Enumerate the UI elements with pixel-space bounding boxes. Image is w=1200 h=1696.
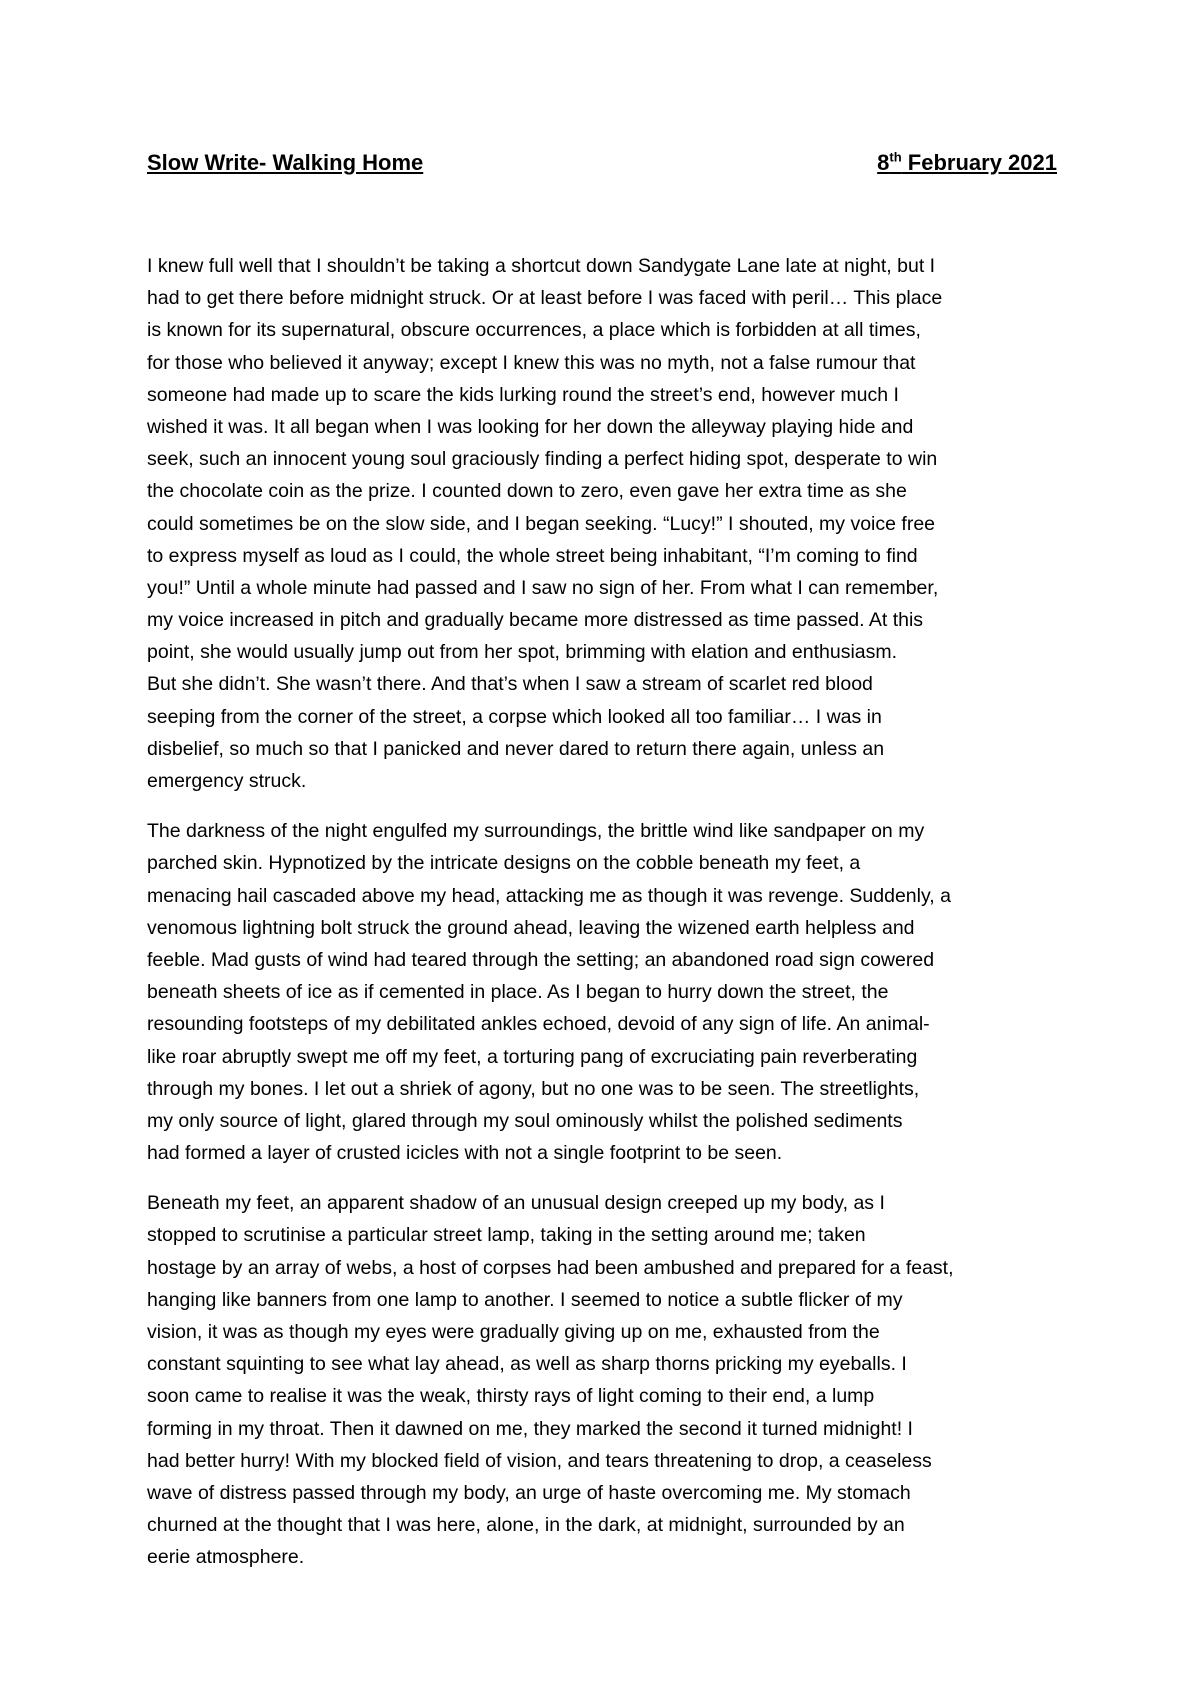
paragraph	[147, 815, 1062, 1169]
text-line: hanging like banners from one lamp to another. I seemed to notice a subtle flicker of my	[147, 1288, 903, 1311]
text-line: forming in my throat. Then it dawned on me, they marked the second it turned midnight! I	[147, 1417, 913, 1440]
text-line: feeble. Mad gusts of wind had teared through the setting; an abandoned road sign cowered	[147, 948, 935, 971]
text-line: stopped to scrutinise a particular street lamp, taking in the setting around me; taken	[147, 1224, 866, 1247]
date-month-year: February 2021	[901, 150, 1057, 175]
text-line: Beneath my feet, an apparent shadow of an unusual design creeped up my body, as I	[147, 1192, 885, 1215]
document-header	[147, 150, 1057, 186]
text-line: wave of distress passed through my body, an urge of haste overcoming me. My stomach	[147, 1481, 911, 1504]
document-title: Slow Write- Walking Home	[147, 150, 424, 175]
text-line: had to get there before midnight struck. Or at least before I was faced with peril… This place	[147, 287, 943, 310]
text-line: menacing hail cascaded above my head, attacking me as though it was revenge. Suddenly, a	[147, 884, 951, 907]
text-line: could sometimes be on the slow side, and I began seeking. “Lucy!” I shouted, my voice free	[147, 512, 936, 535]
text-line: through my bones. I let out a shriek of agony, but no one was to be seen. The streetlights,	[147, 1077, 920, 1100]
text-line: wished it was. It all began when I was looking for her down the alleyway playing hide and	[147, 415, 914, 438]
date-day: 8	[877, 150, 890, 175]
document-body	[147, 250, 1062, 1592]
text-line: is known for its supernatural, obscure occurrences, a place which is forbidden at all times,	[147, 319, 921, 342]
text-line: emergency struck.	[147, 770, 307, 792]
text-line: to express myself as loud as I could, the whole street being inhabitant, “I’m coming to find	[147, 544, 918, 567]
text-line: my voice increased in pitch and gradually became more distressed as time passed. At this	[147, 609, 924, 632]
text-line: resounding footsteps of my debilitated ankles echoed, devoid of any sign of life. An animal-	[147, 1013, 930, 1036]
text-line: had formed a layer of crusted icicles with not a single footprint to be seen.	[147, 1142, 783, 1165]
date-suffix: th	[889, 149, 902, 165]
text-line: point, she would usually jump out from her spot, brimming with elation and enthusiasm.	[147, 641, 898, 664]
text-line: beneath sheets of ice as if cemented in place. As I began to hurry down the street, the	[147, 981, 889, 1004]
text-line: I knew full well that I shouldn’t be taking a shortcut down Sandygate Lane late at night, but I	[147, 255, 936, 277]
text-line: vision, it was as though my eyes were gradually giving up on me, exhausted from the	[147, 1321, 880, 1343]
text-line: like roar abruptly swept me off my feet, a torturing pang of excruciating pain reverberating	[147, 1045, 918, 1068]
text-line: seeping from the corner of the street, a corpse which looked all too familiar… I was in	[147, 705, 882, 728]
text-line: my only source of light, glared through my soul ominously whilst the polished sediments	[147, 1109, 903, 1132]
text-line: had better hurry! With my blocked field of vision, and tears threatening to drop, a ceaseless	[147, 1449, 932, 1472]
text-line: eerie atmosphere.	[147, 1546, 305, 1569]
text-line: someone had made up to scare the kids lurking round the street’s end, however much I	[147, 383, 899, 406]
text-line: you!” Until a whole minute had passed and I saw no sign of her. From what I can remember,	[147, 576, 939, 599]
text-line: constant squinting to see what lay ahead, as well as sharp thorns pricking my eyeballs. I	[147, 1353, 907, 1376]
text-line: disbelief, so much so that I panicked and never dared to return there again, unless an	[147, 737, 885, 760]
text-line: The darkness of the night engulfed my surroundings, the brittle wind like sandpaper on my	[147, 820, 925, 843]
document-date	[877, 150, 1057, 176]
text-line: seek, such an innocent young soul graciously finding a perfect hiding spot, desperate to win	[147, 448, 938, 471]
text-line: hostage by an array of webs, a host of corpses had been ambushed and prepared for a feast,	[147, 1256, 954, 1279]
text-line: the chocolate coin as the prize. I counted down to zero, even gave her extra time as she	[147, 480, 907, 503]
text-line: parched skin. Hypnotized by the intricate designs on the cobble beneath my feet, a	[147, 852, 861, 875]
text-line: soon came to realise it was the weak, thirsty rays of light coming to their end, a lump	[147, 1385, 875, 1408]
text-line: But she didn’t. She wasn’t there. And that’s when I saw a stream of scarlet red blood	[147, 673, 873, 696]
text-line: venomous lightning bolt struck the ground ahead, leaving the wizened earth helpless and	[147, 916, 915, 939]
paragraph	[147, 1187, 1062, 1573]
paragraph	[147, 250, 1062, 797]
text-line: churned at the thought that I was here, alone, in the dark, at midnight, surrounded by an	[147, 1514, 905, 1537]
text-line: for those who believed it anyway; except I knew this was no myth, not a false rumour that	[147, 351, 916, 374]
